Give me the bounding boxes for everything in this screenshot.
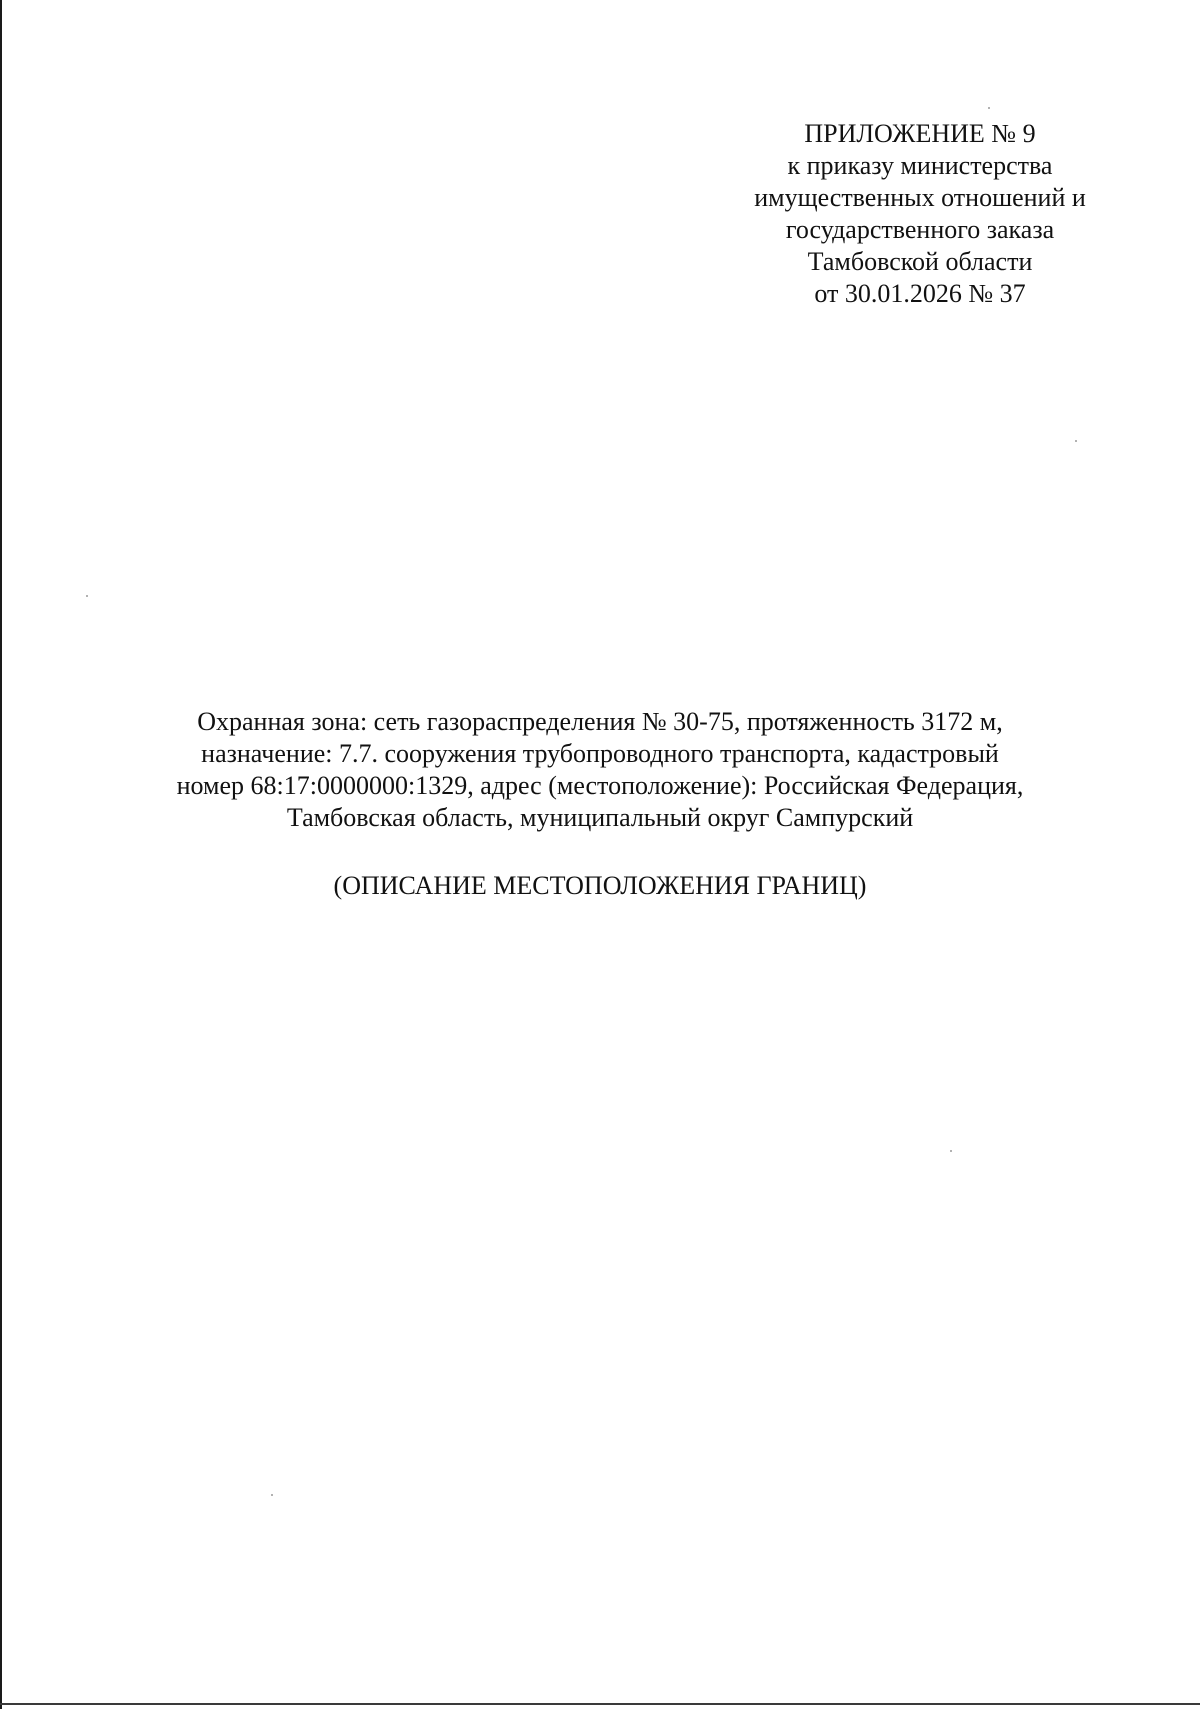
- document-subtitle: (ОПИСАНИЕ МЕСТОПОЛОЖЕНИЯ ГРАНИЦ): [333, 871, 867, 900]
- document-title: [150, 706, 1050, 834]
- scan-speck: [271, 1494, 273, 1496]
- scan-speck: [950, 1150, 952, 1152]
- title-line-cadastral: номер 68:17:0000000:1329, адрес (местоположение): Российская Федерация,: [176, 771, 1024, 800]
- scan-edge-left: [0, 0, 2, 1709]
- title-line-purpose: назначение: 7.7. сооружения трубопроводного транспорта, кадастровый: [201, 739, 999, 768]
- appendix-header: [720, 118, 1120, 310]
- appendix-line-region: Тамбовской области: [807, 247, 1033, 276]
- scan-speck: [988, 107, 990, 109]
- appendix-number: ПРИЛОЖЕНИЕ № 9: [804, 119, 1036, 148]
- scan-speck: [86, 595, 88, 597]
- title-line-location: Тамбовская область, муниципальный округ Сампурский: [286, 803, 914, 832]
- appendix-line-procurement: государственного заказа: [785, 215, 1055, 244]
- scan-edge-bottom: [0, 1703, 1200, 1705]
- appendix-order-date: от 30.01.2026 № 37: [814, 279, 1026, 308]
- appendix-line-ministry: имущественных отношений и: [754, 183, 1086, 212]
- scan-speck: [1075, 440, 1077, 442]
- title-line-zone: Охранная зона: сеть газораспределения № 30-75, протяженность 3172 м,: [197, 707, 1003, 736]
- appendix-line-order: к приказу министерства: [787, 151, 1053, 180]
